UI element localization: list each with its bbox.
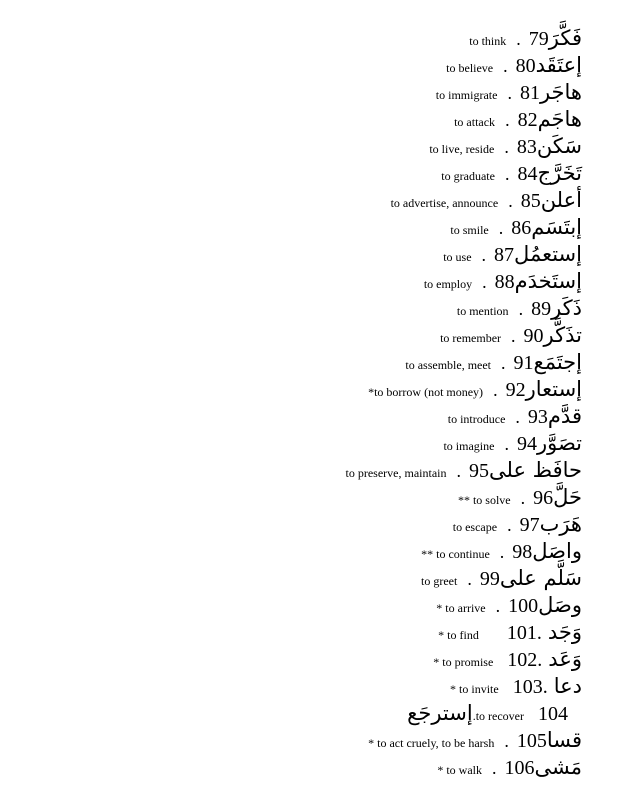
- list-item: [368, 728, 582, 755]
- entry-number: 101.: [506, 622, 542, 644]
- arabic-verb: تصَوَّر: [536, 431, 582, 455]
- list-item: [436, 80, 582, 107]
- arabic-verb: أعلن: [540, 188, 582, 212]
- entry-number: 95: [468, 460, 489, 482]
- list-item: [438, 620, 582, 647]
- entry-number: 96: [533, 487, 554, 509]
- english-meaning: .to recover: [472, 709, 524, 723]
- arabic-verb: حَلَّ: [553, 485, 582, 509]
- separator-dot: .: [501, 353, 506, 373]
- separator-dot: .: [515, 407, 520, 427]
- english-meaning: ** to solve: [457, 493, 511, 507]
- arabic-verb: إستعار: [525, 377, 582, 401]
- list-item: [443, 431, 582, 458]
- list-item: [405, 350, 582, 377]
- separator-dot: .: [482, 272, 487, 292]
- english-meaning: to attack: [454, 115, 496, 129]
- english-meaning: to believe: [446, 61, 494, 75]
- arabic-verb: هاجَم: [537, 107, 582, 131]
- arabic-verb: حافَظ على: [488, 458, 582, 482]
- english-meaning: to graduate: [441, 169, 495, 183]
- separator-dot: .: [505, 110, 510, 130]
- entry-number: 100: [508, 595, 539, 617]
- arabic-verb: وَعَد: [548, 647, 582, 671]
- separator-dot: .: [504, 731, 509, 751]
- entry-number: 85: [520, 190, 541, 212]
- english-meaning: * to find: [438, 628, 479, 642]
- english-meaning: * to act cruely, to be harsh: [368, 736, 495, 750]
- entry-number: 82: [517, 109, 538, 131]
- list-item: [469, 26, 582, 53]
- english-meaning: to imagine: [443, 439, 495, 453]
- separator-dot: .: [504, 434, 509, 454]
- list-item: [421, 539, 582, 566]
- entry-number: 99: [479, 568, 500, 590]
- list-item: [453, 512, 582, 539]
- list-item: [440, 323, 582, 350]
- separator-dot: .: [492, 758, 497, 778]
- entry-number: 83: [516, 136, 537, 158]
- english-meaning: to think: [469, 34, 507, 48]
- arabic-verb: تذَكَّر: [543, 323, 582, 347]
- separator-dot: .: [508, 191, 513, 211]
- list-item: [368, 377, 582, 404]
- arabic-verb: إجتَمَع: [533, 350, 582, 374]
- list-item: [457, 296, 582, 323]
- english-meaning: to use: [443, 250, 472, 264]
- separator-dot: .: [507, 515, 512, 535]
- list-item: [450, 674, 582, 701]
- english-meaning: ** to continue: [421, 547, 490, 561]
- separator-dot: .: [467, 569, 472, 589]
- english-meaning: to advertise, announce: [390, 196, 499, 210]
- arabic-verb: هاجَر: [539, 80, 582, 104]
- list-item: [450, 215, 582, 242]
- list-item: [421, 566, 582, 593]
- arabic-verb: واصَل: [532, 539, 582, 563]
- english-meaning: * to promise: [433, 655, 494, 669]
- entry-number: 80: [515, 55, 536, 77]
- english-meaning: to employ: [423, 277, 473, 291]
- arabic-verb: قسا: [546, 728, 582, 752]
- english-meaning: to assemble, meet: [405, 358, 492, 372]
- arabic-verb: وَجَد: [547, 620, 582, 644]
- entry-number: 97: [519, 514, 540, 536]
- arabic-verb: إستعمُل: [514, 242, 582, 266]
- english-meaning: to smile: [450, 223, 489, 237]
- entry-number: 89: [531, 298, 552, 320]
- entry-number: 90: [523, 325, 544, 347]
- separator-dot: .: [504, 137, 509, 157]
- separator-dot: .: [504, 164, 510, 184]
- entry-number: 88: [494, 271, 515, 293]
- english-meaning: * to arrive: [436, 601, 486, 615]
- separator-dot: .: [495, 596, 501, 616]
- entry-number: 106: [504, 757, 535, 779]
- entry-number: 84: [517, 163, 538, 185]
- list-item: [443, 242, 582, 269]
- entry-number: 91: [513, 352, 534, 374]
- separator-dot: .: [511, 326, 516, 346]
- entry-number: 94: [516, 433, 537, 455]
- arabic-verb: إستَخدَم: [514, 269, 582, 293]
- list-item: [458, 485, 582, 512]
- arabic-verb: فَكَّرَ: [548, 26, 582, 50]
- entry-number: 92: [505, 379, 526, 401]
- entry-number: 98: [512, 541, 533, 563]
- list-item: [429, 134, 582, 161]
- list-item: [441, 161, 582, 188]
- entry-number: 102.: [507, 649, 543, 671]
- separator-dot: .: [516, 29, 521, 49]
- entry-number: 86: [511, 217, 532, 239]
- arabic-verb: إبتَسَم: [531, 215, 582, 239]
- arabic-verb: هَرَب: [539, 512, 582, 536]
- list-item: [454, 107, 582, 134]
- list-item: [391, 188, 582, 215]
- entry-number: 105: [516, 730, 547, 752]
- english-meaning: to remember: [440, 331, 502, 345]
- list-item: [433, 647, 582, 674]
- arabic-verb: وصَل: [538, 593, 582, 617]
- separator-dot: .: [498, 218, 504, 238]
- entry-number: 87: [494, 244, 515, 266]
- english-meaning: to live, reside: [429, 142, 495, 156]
- english-meaning: * to walk: [437, 763, 482, 777]
- arabic-verb: تَخَرَّج: [537, 161, 582, 185]
- english-meaning: to escape: [452, 520, 498, 534]
- entry-number: 79: [528, 28, 549, 50]
- arabic-verb: سَكَن: [536, 134, 582, 158]
- list-item: [436, 593, 582, 620]
- arabic-verb: سَلَّم على: [499, 566, 582, 590]
- entry-number: 93: [527, 406, 548, 428]
- arabic-verb: مَشى: [534, 755, 582, 779]
- arabic-verb: ذَكَر: [551, 296, 582, 320]
- english-meaning: to greet: [420, 574, 458, 588]
- list-item: [448, 404, 582, 431]
- separator-dot: .: [507, 83, 512, 103]
- list-item: [446, 53, 582, 80]
- arabic-verb: قدَّم: [547, 404, 582, 428]
- list-item: [437, 755, 582, 782]
- list-item: [346, 458, 582, 485]
- separator-dot: .: [503, 56, 508, 76]
- arabic-verb: إسترجَع: [407, 701, 473, 725]
- separator-dot: .: [456, 461, 461, 481]
- separator-dot: .: [499, 542, 505, 562]
- separator-dot: .: [481, 245, 487, 265]
- list-item: [401, 701, 568, 728]
- entry-number: 103.: [512, 676, 548, 698]
- separator-dot: .: [518, 299, 524, 319]
- list-item: [424, 269, 582, 296]
- arabic-verb: دعا: [553, 674, 582, 698]
- entry-number: 104: [538, 703, 568, 725]
- separator-dot: .: [493, 380, 498, 400]
- entry-number: 81: [519, 82, 540, 104]
- english-meaning: to immigrate: [435, 88, 498, 102]
- english-meaning: to introduce: [447, 412, 506, 426]
- english-meaning: to preserve, maintain: [345, 466, 447, 480]
- english-meaning: * to invite: [450, 682, 499, 696]
- english-meaning: to mention: [456, 304, 509, 318]
- english-meaning: *to borrow (not money): [368, 385, 484, 399]
- arabic-verb: إعتَقَد: [535, 53, 582, 77]
- separator-dot: .: [520, 488, 526, 508]
